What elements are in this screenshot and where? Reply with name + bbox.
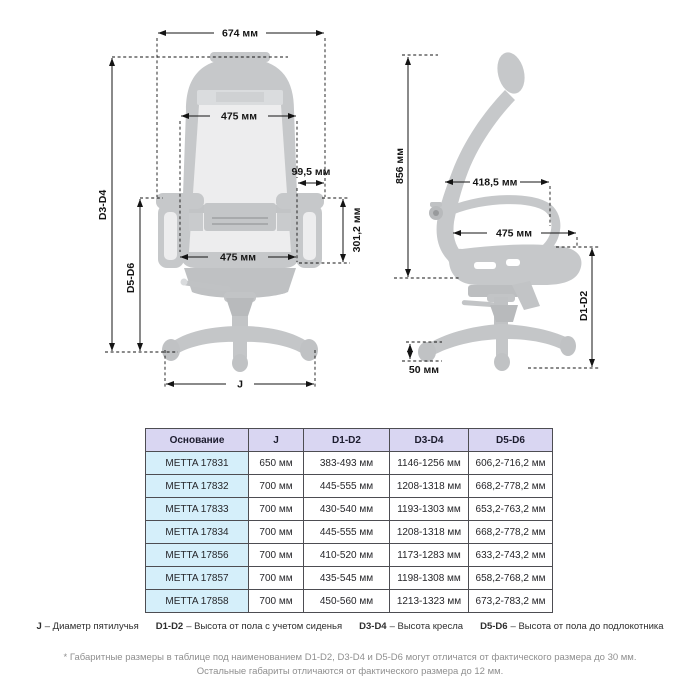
legend-desc: – Высота кресла: [389, 621, 464, 632]
value-d3d4: 1173-1283 мм: [390, 544, 469, 567]
table-header-row: [146, 429, 553, 452]
value-d3d4: 1208-1318 мм: [390, 475, 469, 498]
value-d3d4: 1213-1323 мм: [390, 590, 469, 613]
col-header-j: J: [249, 429, 304, 452]
dim-base-diameter-code-label: J: [237, 378, 243, 391]
legend-key: J: [36, 621, 42, 632]
dim-headrest-offset-label: 99,5 мм: [291, 166, 331, 178]
table-row: [146, 475, 553, 498]
legend-item-j: [36, 621, 138, 632]
legend-item-d1d2: [156, 621, 342, 632]
value-d3d4: 1198-1308 мм: [390, 567, 469, 590]
value-j: 700 мм: [249, 590, 304, 613]
model-name: METTA 17856: [146, 544, 249, 567]
dim-overall-width-label: 674 мм: [222, 27, 258, 40]
value-d1d2: 435-545 мм: [304, 567, 390, 590]
model-name: METTA 17834: [146, 521, 249, 544]
legend-key: D1-D2: [155, 621, 184, 632]
value-d5d6: 658,2-768,2 мм: [469, 567, 553, 590]
model-name: METTA 17833: [146, 498, 249, 521]
value-j: 650 мм: [249, 452, 304, 475]
col-header-d3d4: D3-D4: [390, 429, 469, 452]
footnote-line-1: * Габаритные размеры в таблице под наименованием D1-D2, D3-D4 и D5-D6 могут отличатся от фактического размера до 30 мм.: [63, 652, 637, 663]
dimension-legend: [0, 621, 700, 632]
legend-key: D3-D4: [359, 621, 387, 632]
dim-chair-height-code-label: D3-D4: [97, 189, 109, 221]
footnote-line-2: Остальные габариты отличаются от фактического размера до 12 мм.: [196, 666, 504, 678]
value-d5d6: 653,2-763,2 мм: [469, 498, 553, 521]
chair-back-silhouette: [156, 52, 324, 372]
value-d1d2: 383-493 мм: [304, 452, 390, 475]
value-d5d6: 668,2-778,2 мм: [469, 475, 553, 498]
value-j: 700 мм: [249, 521, 304, 544]
legend-item-d5d6: [480, 621, 663, 632]
dim-backrest-width-label: 475 мм: [221, 110, 257, 123]
value-j: 700 мм: [249, 475, 304, 498]
col-header-d1d2: D1-D2: [304, 429, 390, 452]
value-d1d2: 445-555 мм: [304, 521, 390, 544]
value-d1d2: 450-560 мм: [304, 590, 390, 613]
table-row: [146, 498, 553, 521]
value-d3d4: 1146-1256 мм: [390, 452, 469, 475]
legend-desc: – Высота от пола с учетом сиденья: [186, 621, 343, 632]
value-d3d4: 1193-1303 мм: [390, 498, 469, 521]
value-d1d2: 445-555 мм: [304, 475, 390, 498]
value-d5d6: 673,2-783,2 мм: [469, 590, 553, 613]
side-view-diagram: [394, 49, 600, 376]
table-row: [146, 544, 553, 567]
table-row: [146, 452, 553, 475]
table-row: [146, 521, 553, 544]
value-d1d2: 430-540 мм: [304, 498, 390, 521]
dim-seat-height-code-label: D1-D2: [578, 290, 590, 322]
footnote: [0, 651, 700, 680]
col-header-d5d6: D5-D6: [469, 429, 553, 452]
dim-armrest-floor-code-label: D5-D6: [125, 262, 137, 294]
value-j: 700 мм: [249, 567, 304, 590]
legend-desc: – Диаметр пятилучья: [44, 621, 139, 632]
value-d3d4: 1208-1318 мм: [390, 521, 469, 544]
dimensions-table: [145, 428, 553, 613]
legend-item-d3d4: [359, 621, 463, 632]
col-header-base: Основание: [146, 429, 249, 452]
dim-seat-width-label: 475 мм: [220, 251, 256, 264]
model-name: METTA 17858: [146, 590, 249, 613]
model-name: METTA 17857: [146, 567, 249, 590]
value-j: 700 мм: [249, 498, 304, 521]
model-name: METTA 17832: [146, 475, 249, 498]
table-row: [146, 590, 553, 613]
value-j: 700 мм: [249, 544, 304, 567]
dim-seat-depth-label: 475 мм: [496, 227, 532, 240]
value-d5d6: 606,2-716,2 мм: [469, 452, 553, 475]
dim-caster-size-label: 50 мм: [408, 364, 440, 376]
value-d1d2: 410-520 мм: [304, 544, 390, 567]
legend-desc: – Высота от пола до подлокотника: [510, 621, 664, 632]
value-d5d6: 633,2-743,2 мм: [469, 544, 553, 567]
dim-backrest-height-label: 856 мм: [394, 148, 406, 184]
legend-key: D5-D6: [480, 621, 508, 632]
table-row: [146, 567, 553, 590]
dim-armrest-height-label: 301,2 мм: [351, 207, 363, 253]
back-view-diagram: [97, 28, 363, 391]
chair-side-silhouette: [418, 49, 581, 371]
value-d5d6: 668,2-778,2 мм: [469, 521, 553, 544]
dim-armrest-depth-label: 418,5 мм: [472, 176, 518, 189]
model-name: METTA 17831: [146, 452, 249, 475]
